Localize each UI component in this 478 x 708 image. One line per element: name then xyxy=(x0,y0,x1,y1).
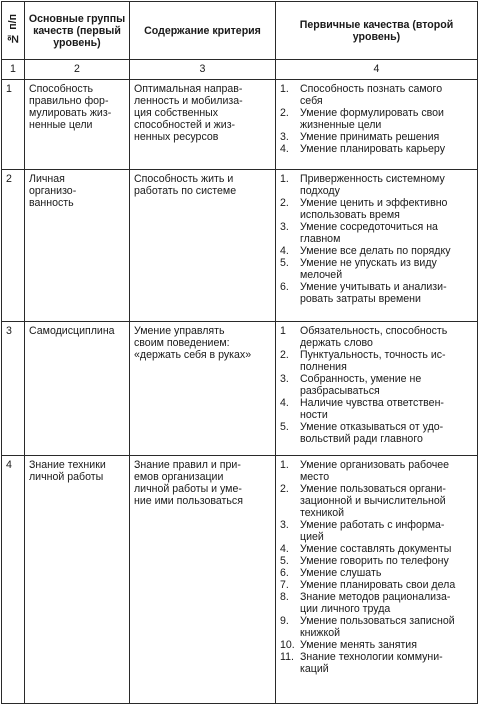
header-groups: Основные группы качеств (первый уровень) xyxy=(25,2,130,60)
qualities-table xyxy=(1,1,478,704)
header-row xyxy=(2,2,478,60)
list-item-text: Обязательность, способность держать слово xyxy=(300,325,448,349)
header-primary: Первичные качества (второй уровень) xyxy=(276,2,478,60)
list-item-text: Способность познать самого себя xyxy=(300,83,443,107)
list-item-text: Умение учитывать и анализи- ровать затраты времени xyxy=(300,281,447,305)
primary-qualities-list xyxy=(280,325,473,445)
list-item-number: 3. xyxy=(280,373,289,385)
header-content: Содержание критерия xyxy=(130,2,276,60)
list-item xyxy=(280,483,473,519)
list-item-number: 2. xyxy=(280,197,289,209)
table-row xyxy=(2,80,478,170)
primary-qualities xyxy=(276,322,478,456)
list-item xyxy=(280,567,473,579)
list-item xyxy=(280,543,473,555)
list-item xyxy=(280,555,473,567)
list-item-number: 5. xyxy=(280,555,289,567)
list-item xyxy=(280,651,473,675)
list-item-number: 2. xyxy=(280,483,289,495)
col-number-4: 4 xyxy=(276,60,478,80)
list-item-text: Умение планировать карьеру xyxy=(300,143,446,155)
list-item xyxy=(280,421,473,445)
list-item xyxy=(280,519,473,543)
criterion-content: Знание правил и при- емов организации личной работы и уме- ние ими пользоваться xyxy=(130,456,276,704)
list-item-number: 6. xyxy=(280,567,289,579)
list-item-text: Умение принимать решения xyxy=(300,131,440,143)
list-item-text: Собранность, умение не разбрасываться xyxy=(300,373,422,397)
list-item-number: 4. xyxy=(280,543,289,555)
list-item-text: Знание технологии коммуни- каций xyxy=(300,651,443,675)
list-item xyxy=(280,83,473,107)
criterion-content: Умение управлять своим поведением: «держать себя в руках» xyxy=(130,322,276,456)
list-item-text: Умение работать с информа- цией xyxy=(300,519,445,543)
row-number: 2 xyxy=(2,170,25,322)
list-item xyxy=(280,325,473,349)
list-item-number: 1. xyxy=(280,173,289,185)
list-item-number: 2. xyxy=(280,107,289,119)
list-item-text: Умение все делать по порядку xyxy=(300,245,451,257)
list-item-text: Умение сосредоточиться на главном xyxy=(300,221,438,245)
list-item xyxy=(280,349,473,373)
primary-qualities xyxy=(276,80,478,170)
list-item-number: 1. xyxy=(280,459,289,471)
list-item-text: Умение говорить по телефону xyxy=(300,555,449,567)
list-item xyxy=(280,221,473,245)
list-item xyxy=(280,397,473,421)
row-number: 1 xyxy=(2,80,25,170)
quality-group: Знание техники личной работы xyxy=(25,456,130,704)
list-item xyxy=(280,373,473,397)
list-item-text: Пунктуальность, точность ис- полнения xyxy=(300,349,446,373)
primary-qualities-list xyxy=(280,83,473,155)
list-item xyxy=(280,591,473,615)
list-item-number: 1 xyxy=(280,325,286,337)
list-item-text: Умение отказываться от удо- вольствий ради главного xyxy=(300,421,444,445)
list-item xyxy=(280,197,473,221)
list-item xyxy=(280,245,473,257)
list-item-text: Умение не упускать из виду мелочей xyxy=(300,257,437,281)
table-row xyxy=(2,322,478,456)
list-item xyxy=(280,107,473,131)
list-item-number: 9. xyxy=(280,615,289,627)
list-item-text: Умение формулировать свои жизненные цели xyxy=(300,107,444,131)
table-body xyxy=(2,80,478,704)
primary-qualities-list xyxy=(280,173,473,305)
list-item-number: 11. xyxy=(280,651,294,663)
list-item xyxy=(280,639,473,651)
list-item xyxy=(280,257,473,281)
list-item-text: Приверженность системному подходу xyxy=(300,173,445,197)
criterion-content: Способность жить и работать по системе xyxy=(130,170,276,322)
list-item-number: 4. xyxy=(280,143,289,155)
primary-qualities xyxy=(276,456,478,704)
list-item-number: 2. xyxy=(280,349,289,361)
list-item-text: Умение слушать xyxy=(300,567,382,579)
list-item-text: Наличие чувства ответствен- ности xyxy=(300,397,444,421)
list-item xyxy=(280,579,473,591)
list-item-number: 5. xyxy=(280,257,289,269)
list-item-number: 3. xyxy=(280,519,289,531)
list-item-number: 1. xyxy=(280,83,289,95)
list-item xyxy=(280,131,473,143)
list-item-text: Умение планировать свои дела xyxy=(300,579,456,591)
list-item xyxy=(280,615,473,639)
list-item-number: 10. xyxy=(280,639,295,651)
quality-group: Самодисциплина xyxy=(25,322,130,456)
quality-group: Способность правильно фор- мулировать жиз- ненные цели xyxy=(25,80,130,170)
list-item xyxy=(280,173,473,197)
list-item-number: 5. xyxy=(280,421,289,433)
list-item xyxy=(280,281,473,305)
list-item-text: Умение пользоваться записной книжкой xyxy=(300,615,455,639)
col-number-3: 3 xyxy=(130,60,276,80)
primary-qualities-list xyxy=(280,459,473,675)
row-number: 3 xyxy=(2,322,25,456)
column-number-row xyxy=(2,60,478,80)
list-item-text: Знание методов рационализа- ции личного труда xyxy=(300,591,451,615)
list-item-number: 6. xyxy=(280,281,289,293)
list-item-number: 7. xyxy=(280,579,289,591)
list-item-number: 3. xyxy=(280,221,289,233)
criterion-content: Оптимальная направ- ленность и мобилиза- ция собственных способностей и жиз- ненных ресурсов xyxy=(130,80,276,170)
table-row xyxy=(2,170,478,322)
list-item-text: Умение менять занятия xyxy=(300,639,417,651)
table-row xyxy=(2,456,478,704)
col-number-1: 1 xyxy=(2,60,25,80)
col-number-2: 2 xyxy=(25,60,130,80)
list-item-text: Умение ценить и эффективно использовать время xyxy=(300,197,448,221)
header-num xyxy=(2,2,25,60)
list-item-number: 4. xyxy=(280,397,289,409)
list-item xyxy=(280,459,473,483)
list-item-text: Умение пользоваться органи- зационной и вычислительной техникой xyxy=(300,483,446,519)
quality-group: Личная организо- ванность xyxy=(25,170,130,322)
list-item xyxy=(280,143,473,155)
list-item-number: 4. xyxy=(280,245,289,257)
header-num-text: № п/п xyxy=(7,13,19,45)
primary-qualities xyxy=(276,170,478,322)
row-number: 4 xyxy=(2,456,25,704)
list-item-number: 3. xyxy=(280,131,289,143)
list-item-text: Умение составлять документы xyxy=(300,543,452,555)
list-item-text: Умение организовать рабочее место xyxy=(300,459,450,483)
list-item-number: 8. xyxy=(280,591,289,603)
